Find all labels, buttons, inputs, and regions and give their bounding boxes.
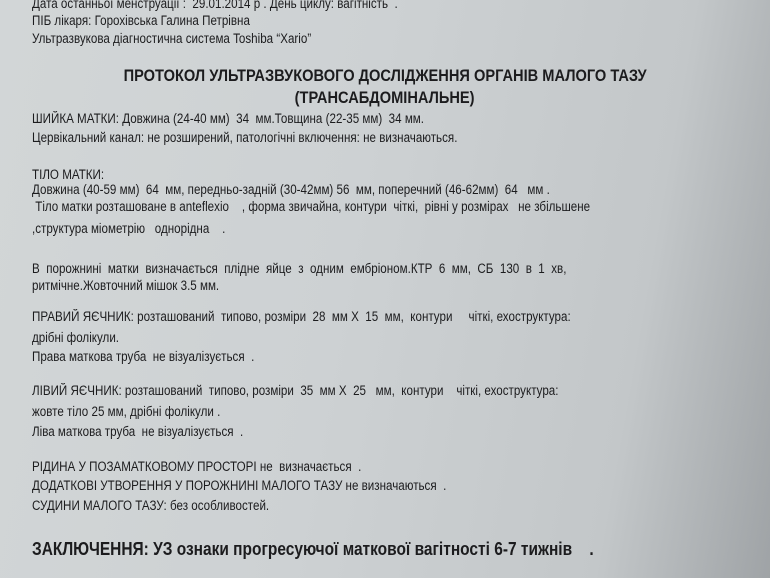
uterus-dimensions: Довжина (40-59 мм) 64 мм, передньо-задній (30-42мм) 56 мм, поперечний (46-62мм) 64 мм . bbox=[32, 182, 550, 197]
cavity-line2: ритмічне.Жовточний мішок 3.5 мм. bbox=[32, 278, 220, 293]
cervical-canal-line: Цервікальний канал: не розширений, патологічні включення: не визначаються. bbox=[32, 130, 458, 145]
protocol-title-line2: (ТРАНСАБДОМІНАЛЬНЕ) bbox=[295, 88, 475, 107]
protocol-subtitle bbox=[0, 88, 770, 108]
doctor-line: ПІБ лікаря: Горохівська Галина Петрівна bbox=[32, 13, 250, 28]
ultrasound-system-line: Ультразвукова діагностична система Toshiba “Xario” bbox=[32, 31, 312, 46]
left-tube-line: Ліва маткова труба не візуалізується . bbox=[32, 424, 244, 439]
myometrium-structure: ,структура міометрію однорідна . bbox=[32, 221, 226, 236]
uterus-heading: ТІЛО МАТКИ: bbox=[32, 167, 105, 182]
conclusion: ЗАКЛЮЧЕННЯ: УЗ ознаки прогресуючої маткової вагітності 6-7 тижнів . bbox=[32, 539, 594, 559]
uterus-position: Тіло матки розташоване в anteflexio , форма звичайна, контури чіткі, рівні у розмірах не збільшене bbox=[32, 199, 591, 214]
left-ovary-line2: жовте тіло 25 мм, дрібні фолікули . bbox=[32, 404, 221, 419]
cavity-line1: В порожнині матки визначається плідне яйце з одним ембріоном.КТР 6 мм, СБ 130 в 1 хв, bbox=[32, 261, 567, 276]
right-ovary-line2: дрібні фолікули. bbox=[32, 330, 120, 345]
left-ovary-line1: ЛІВИЙ ЯЄЧНИК: розташований типово, розміри 35 мм Х 25 мм, контури чіткі, ехоструктура: bbox=[32, 383, 559, 398]
protocol-title-line1: ПРОТОКОЛ УЛЬТРАЗВУКОВОГО ДОСЛІДЖЕННЯ ОРГАНІВ МАЛОГО ТАЗУ bbox=[123, 66, 647, 85]
additional-formations-line: ДОДАТКОВІ УТВОРЕННЯ У ПОРОЖНИНІ МАЛОГО ТАЗУ не визначаються . bbox=[32, 478, 447, 493]
protocol-title bbox=[0, 66, 770, 86]
right-ovary-line1: ПРАВИЙ ЯЄЧНИК: розташований типово, розміри 28 мм Х 15 мм, контури чіткі, ехоструктура: bbox=[32, 309, 571, 324]
pelvic-vessels-line: СУДИНИ МАЛОГО ТАЗУ: без особливостей. bbox=[32, 498, 270, 513]
right-tube-line: Права маткова труба не візуалізується . bbox=[32, 349, 255, 364]
cervix-line: ШИЙКА МАТКИ: Довжина (24-40 мм) 34 мм.Товщина (22-35 мм) 34 мм. bbox=[32, 111, 425, 126]
free-fluid-line: РІДИНА У ПОЗАМАТКОВОМУ ПРОСТОРІ не визначається . bbox=[32, 459, 362, 474]
lmp-line: Дата останньої менструації : 29.01.2014 р . День циклу: вагітність . bbox=[32, 0, 398, 11]
